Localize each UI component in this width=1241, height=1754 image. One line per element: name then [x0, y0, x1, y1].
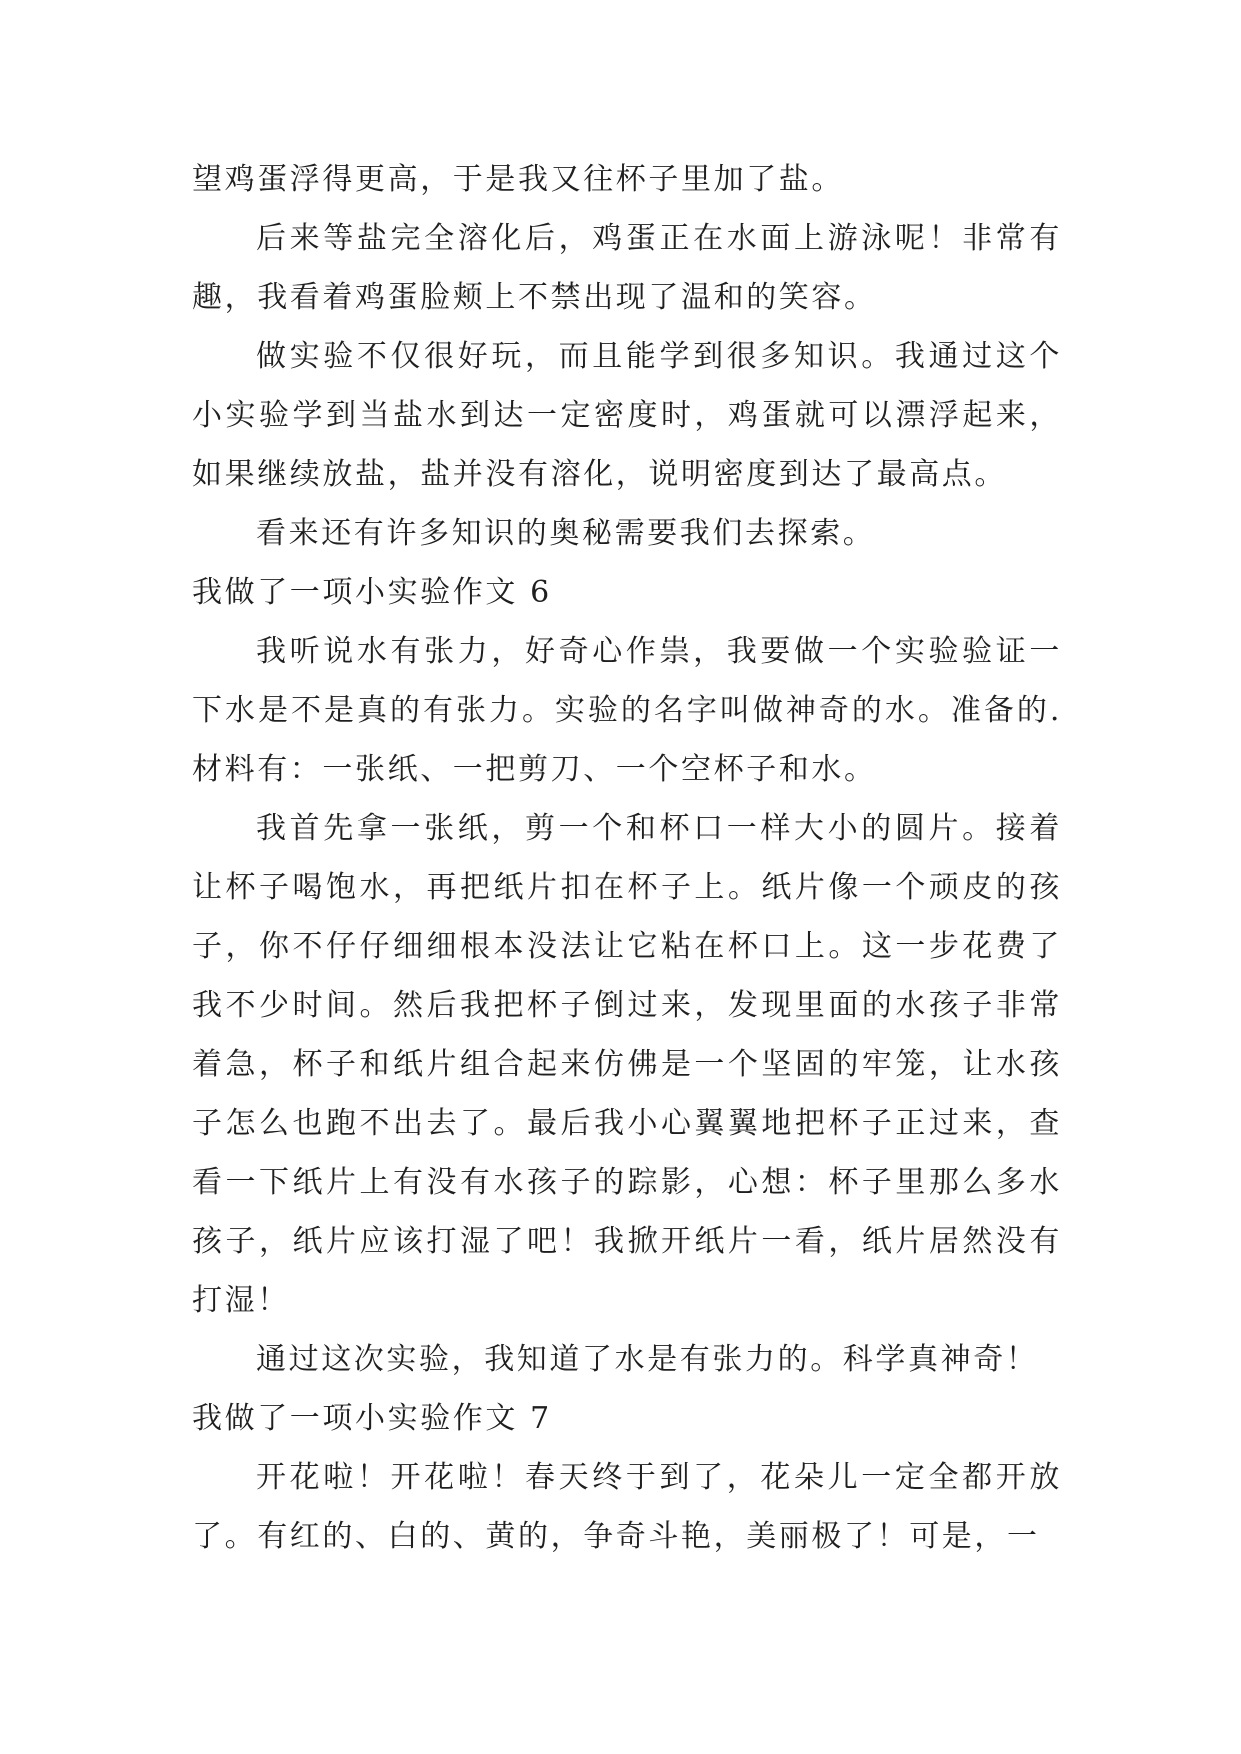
paragraph: 开花啦！开花啦！春天终于到了，花朵儿一定全都开放了。有红的、白的、黄的，争奇斗艳，美丽极了！可是，一	[192, 1460, 1062, 1554]
paragraph: 做实验不仅很好玩，而且能学到很多知识。我通过这个小实验学到当盐水到达一定密度时，鸡蛋就可以漂浮起来，如果继续放盐，盐并没有溶化，说明密度到达了最高点。	[192, 339, 1062, 492]
document-body	[192, 150, 1062, 1566]
paragraph: 后来等盐完全溶化后，鸡蛋正在水面上游泳呢！非常有趣，我看着鸡蛋脸颊上不禁出现了温和的笑容。	[192, 221, 1062, 315]
paragraph: 我首先拿一张纸，剪一个和杯口一样大小的圆片。接着让杯子喝饱水，再把纸片扣在杯子上。纸片像一个顽皮的孩子，你不仔仔细细根本没法让它粘在杯口上。这一步花费了我不少时间。然后我把杯子倒过来，发现里面的水孩子非常着急，杯子和纸片组合起来仿佛是一个坚固的牢笼，让水孩子怎么也跑不出去了。最后我小心翼翼地把杯子正过来，查看一下纸片上有没有水孩子的踪影，心想：杯子里那么多水孩子，纸片应该打湿了吧！我掀开纸片一看，纸片居然没有打湿！	[192, 811, 1062, 1318]
paragraph: 望鸡蛋浮得更高，于是我又往杯子里加了盐。	[192, 162, 844, 197]
paragraph: 看来还有许多知识的奥秘需要我们去探索。	[256, 516, 876, 551]
section-heading: 我做了一项小实验作文 6	[192, 575, 552, 610]
section-heading: 我做了一项小实验作文 7	[192, 1401, 552, 1436]
paragraph: 通过这次实验，我知道了水是有张力的。科学真神奇！	[256, 1342, 1039, 1377]
paragraph: 我听说水有张力，好奇心作祟，我要做一个实验验证一下水是不是真的有张力。实验的名字叫做神奇的水。准备的.材料有：一张纸、一把剪刀、一个空杯子和水。	[192, 634, 1062, 787]
